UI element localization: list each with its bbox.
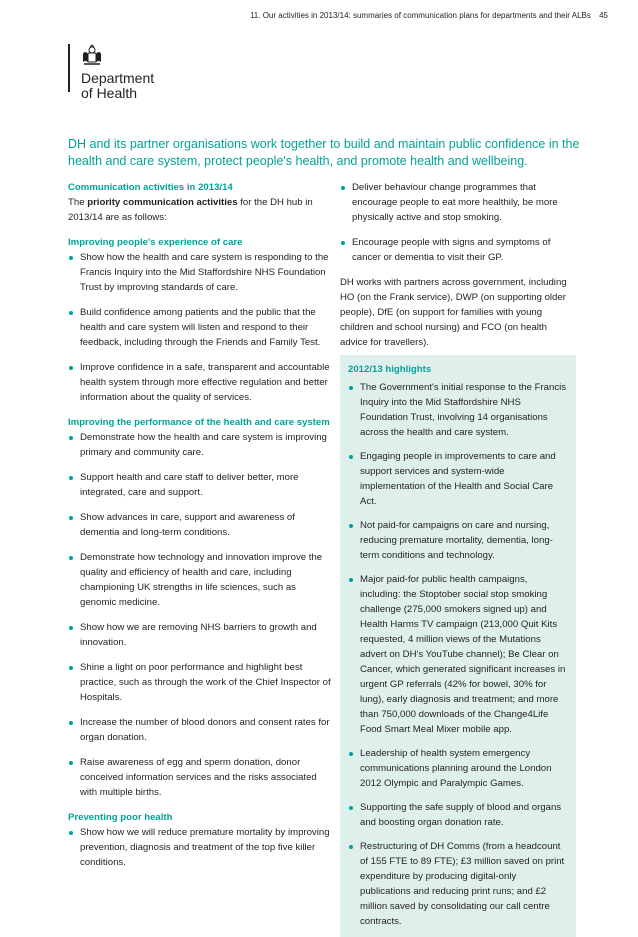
list-item-text: Show how the health and care system is responding to the Francis Inquiry into the Mid Staffordshire NHS Foundation Trust by improving standards of care.: [80, 252, 329, 293]
bullet-icon: [349, 752, 353, 756]
list-item: [348, 518, 568, 563]
list-item-text: The Government's initial response to the Francis Inquiry into the Mid Staffordshire NHS Foundation Trust, involving 14 organisations across the health and care system.: [360, 382, 567, 438]
list-item: [68, 305, 333, 350]
bullet-icon: [69, 476, 73, 480]
list-item: [348, 800, 568, 830]
department-line-2: of Health: [81, 85, 138, 101]
bullet-icon: [69, 626, 73, 630]
bullet-icon: [69, 666, 73, 670]
list-item: [68, 510, 333, 540]
running-header: [250, 11, 608, 20]
bullet-icon: [349, 806, 353, 810]
running-title: 11. Our activities in 2013/14: summaries of communication plans for departments and their ALBs: [249, 11, 591, 20]
comm-text-bold: priority communication activities: [87, 197, 238, 208]
communication-activities-heading: Communication activities in 2013/14: [68, 182, 233, 193]
list-item: [68, 825, 333, 870]
comm-text-pre: The: [68, 197, 88, 208]
behaviour-list: [340, 180, 576, 265]
list-item: [68, 755, 333, 800]
prevent-heading: Preventing poor health: [68, 812, 173, 823]
highlights-box: [340, 355, 576, 937]
partners-paragraph: DH works with partners across government, including HO (on the Frank service), DWP (on supporting older people), DfE (on support for families with young children and school nursing) and FCO (on health advice for travellers).: [340, 277, 567, 348]
bullet-icon: [69, 761, 73, 765]
list-item-text: Major paid-for public health campaigns, including: the Stoptober social stop smoking challenge (275,000 smokers signed up) and Health Harms TV campaign (213,000 Quit Kits requested, 4 million views of the Mutations advert on DH's YouTube channel); Be Clear on Cancer, which generated significant increases in urgent GP referrals (42% for bowel, 30% for lung), early diagnosis and treatment; and more than 750,000 downloads of the Change4Life Food Smart Meal Mixer mobile app.: [360, 574, 566, 735]
list-item: [68, 360, 333, 405]
list-item-text: Increase the number of blood donors and consent rates for organ donation.: [80, 717, 330, 743]
list-item-text: Not paid-for campaigns on care and nursing, reducing premature mortality, dementia, long-term conditions and technology.: [360, 520, 553, 561]
list-item-text: Build confidence among patients and the public that the health and care system will listen and respond to their feedback, including through the Friends and Family Test.: [80, 307, 321, 348]
list-item: [68, 550, 333, 610]
list-item-text: Show advances in care, support and awareness of dementia and long-term conditions.: [80, 512, 295, 538]
department-line-1: Department: [81, 70, 155, 86]
bullet-icon: [69, 436, 73, 440]
bullet-icon: [69, 516, 73, 520]
list-item-text: Shine a light on poor performance and highlight best practice, such as through the work of the Chief Inspector of Hospitals.: [80, 662, 331, 703]
list-item-text: Leadership of health system emergency communications planning around the London 2012 Olympic and Paralympic Games.: [360, 748, 552, 789]
list-item: [68, 250, 333, 295]
bullet-icon: [69, 256, 73, 260]
left-column: [68, 180, 333, 880]
bullet-icon: [69, 311, 73, 315]
bullet-icon: [341, 241, 345, 245]
bullet-icon: [349, 386, 353, 390]
list-item: [68, 470, 333, 500]
list-item: [348, 449, 568, 509]
list-item: [68, 620, 333, 650]
list-item-text: Encourage people with signs and symptoms of cancer or dementia to visit their GP.: [352, 237, 551, 263]
list-item-text: Engaging people in improvements to care and support services and system-wide implementation of the Health and Social Care Act.: [360, 451, 556, 507]
bullet-icon: [69, 831, 73, 835]
performance-heading: Improving the performance of the health and care system: [68, 417, 330, 428]
list-item-text: Raise awareness of egg and sperm donation, donor conceived information services and the risks associated with multiple births.: [80, 757, 317, 798]
intro-statement: DH and its partner organisations work together to build and maintain public confidence in the health and care system, protect people's health, and promote health and wellbeing.: [68, 137, 580, 168]
page-number: 45: [599, 11, 608, 20]
list-item: [348, 839, 568, 929]
list-item: [68, 660, 333, 705]
list-item-text: Supporting the safe supply of blood and organs and boosting organ donation rate.: [360, 802, 562, 828]
highlights-list: [348, 380, 568, 929]
list-item: [68, 430, 333, 460]
right-column: [340, 180, 576, 937]
list-item-text: Support health and care staff to deliver better, more integrated, care and support.: [80, 472, 299, 498]
list-item: [340, 180, 576, 225]
bullet-icon: [349, 455, 353, 459]
highlights-heading: 2012/13 highlights: [348, 364, 432, 375]
bullet-icon: [341, 186, 345, 190]
performance-list: [68, 430, 333, 800]
bullet-icon: [349, 578, 353, 582]
bullet-icon: [69, 366, 73, 370]
experience-list: [68, 250, 333, 405]
logo-bar: [68, 44, 70, 92]
list-item: [348, 380, 568, 440]
comm-text-post: for the DH hub in 2013/14 are as follows:: [68, 197, 313, 223]
prevent-list: [68, 825, 333, 870]
bullet-icon: [69, 556, 73, 560]
experience-heading: Improving people's experience of care: [68, 237, 243, 248]
list-item-text: Demonstrate how the health and care system is improving primary and community care.: [80, 432, 327, 458]
list-item-text: Improve confidence in a safe, transparent and accountable health system through more effective regulation and better information about the quality of services.: [80, 362, 330, 403]
list-item-text: Restructuring of DH Comms (from a headcount of 155 FTE to 89 FTE); £3 million saved on print expenditure by producing digital-only publications and reducing print runs; and £2 million saved by consolidating our call centre contracts.: [360, 841, 565, 927]
list-item-text: Show how we are removing NHS barriers to growth and innovation.: [80, 622, 317, 648]
list-item: [68, 715, 333, 745]
list-item: [348, 746, 568, 791]
bullet-icon: [349, 524, 353, 528]
list-item-text: Demonstrate how technology and innovation improve the quality and efficiency of health and care, including championing UK strengths in life sciences, such as genomic medicine.: [80, 552, 323, 608]
bullet-icon: [349, 845, 353, 849]
bullet-icon: [69, 721, 73, 725]
list-item-text: Show how we will reduce premature mortality by improving prevention, diagnosis and treatment of the top five killer conditions.: [80, 827, 330, 868]
list-item: [348, 572, 568, 737]
list-item-text: Deliver behaviour change programmes that encourage people to eat more healthily, be more physically active and stop smoking.: [352, 182, 558, 223]
communication-activities-text: [68, 195, 333, 225]
list-item: [340, 235, 576, 265]
department-name: [81, 71, 154, 101]
royal-coat-of-arms-icon: [80, 44, 104, 68]
